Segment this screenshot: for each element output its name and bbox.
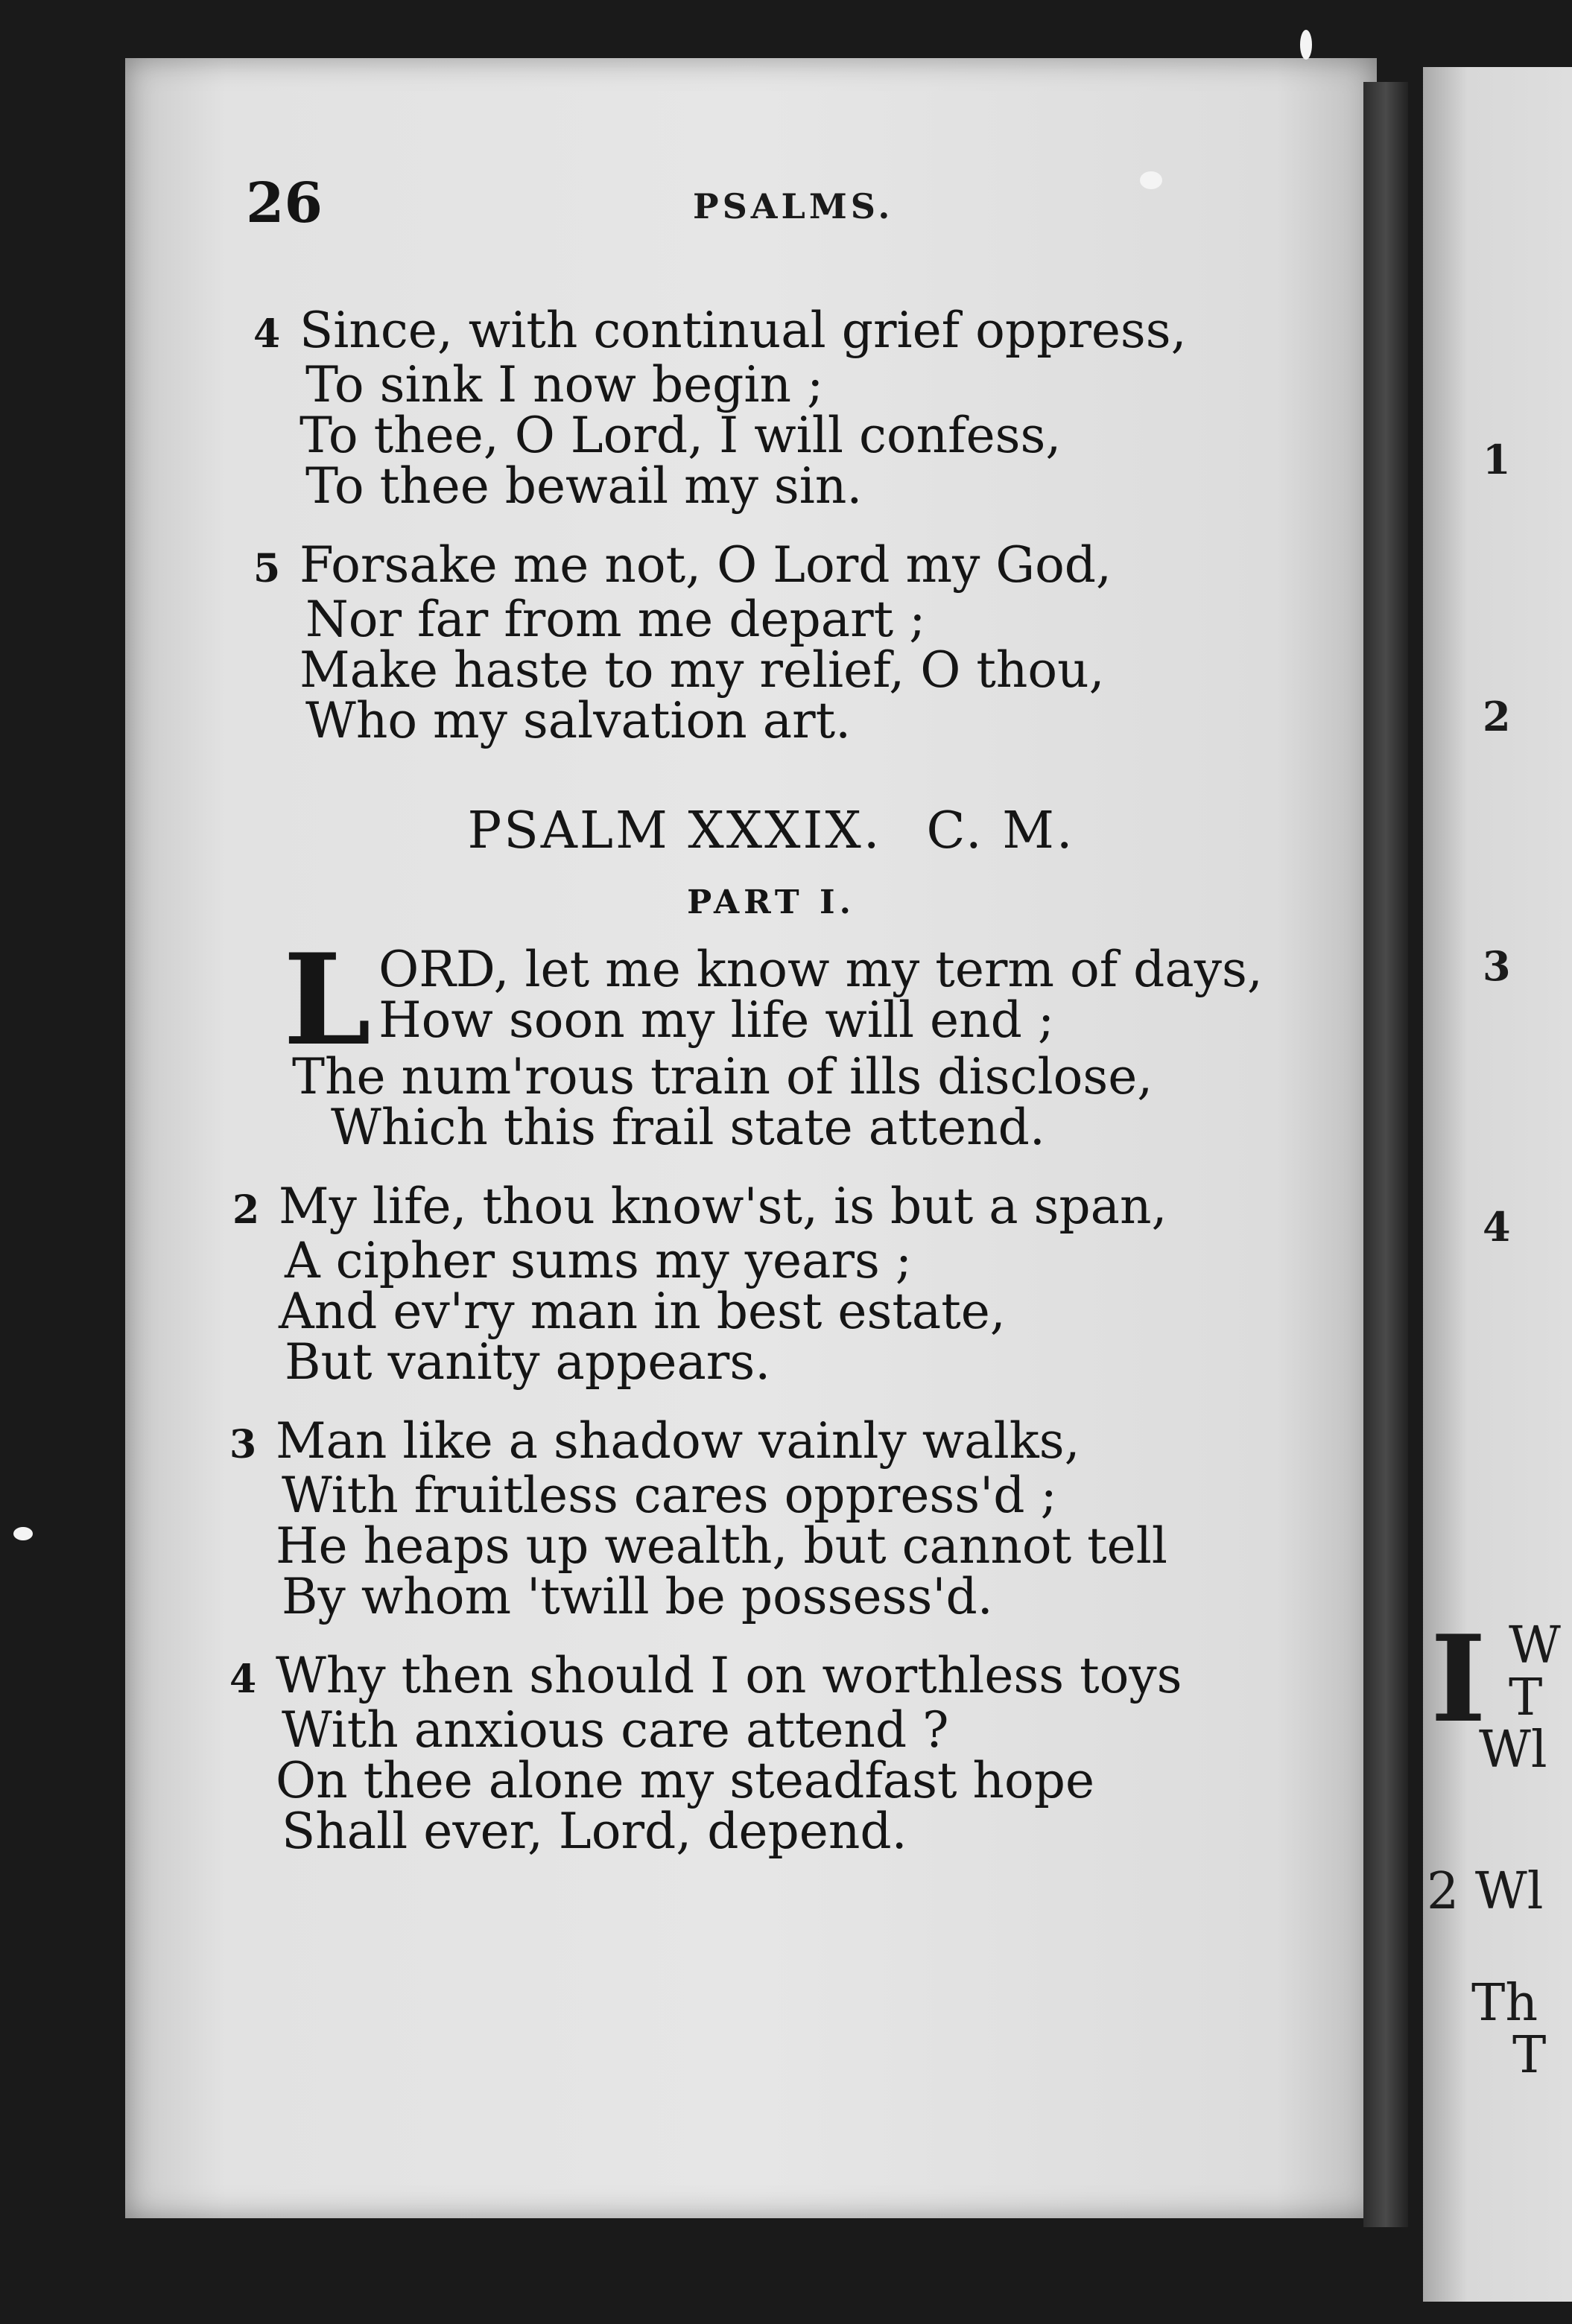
facing-fragment: Th bbox=[1471, 1974, 1538, 2033]
verse-line: Make haste to my relief, O thou, bbox=[299, 641, 1105, 699]
verse-line: By whom 'twill be possess'd. bbox=[282, 1568, 993, 1625]
verse-line: Since, with continual grief oppress, bbox=[299, 302, 1187, 359]
verse-line: With fruitless cares oppress'd ; bbox=[282, 1467, 1057, 1524]
facing-verse-number: 1 bbox=[1483, 436, 1511, 483]
verse-line: Man like a shadow vainly walks, bbox=[276, 1412, 1080, 1470]
page-header bbox=[246, 171, 1214, 238]
verse-line: The num'rous train of ills disclose, bbox=[292, 1048, 1153, 1105]
verse-line: A cipher sums my years ; bbox=[285, 1232, 913, 1289]
verse-line: On thee alone my steadfast hope bbox=[276, 1752, 1095, 1809]
verse-number: 4 bbox=[229, 1657, 257, 1702]
stanza-3 bbox=[229, 1412, 1244, 1625]
stanza-4 bbox=[253, 302, 1244, 515]
verse-number: 2 bbox=[232, 1187, 260, 1233]
facing-verse-number: 3 bbox=[1483, 942, 1511, 990]
verse-line-wrap bbox=[229, 1752, 1244, 1809]
verse-line: To thee bewail my sin. bbox=[305, 457, 863, 515]
facing-page bbox=[1423, 67, 1572, 2302]
verse-number: 5 bbox=[253, 546, 281, 591]
facing-fragment: 2 Wl bbox=[1427, 1862, 1544, 1921]
facing-verse-number: 2 bbox=[1483, 693, 1511, 740]
verse-line-wrap bbox=[229, 1517, 1244, 1575]
verse-line-wrap bbox=[253, 641, 1244, 699]
facing-fragment: T bbox=[1509, 1669, 1543, 1727]
verse-line: With anxious care attend ? bbox=[282, 1701, 949, 1759]
running-head: PSALMS. bbox=[693, 186, 894, 226]
verse-line-wrap bbox=[253, 1048, 1244, 1105]
stanza-line bbox=[253, 302, 1244, 360]
verse-line: He heaps up wealth, but cannot tell bbox=[276, 1517, 1167, 1575]
psalm-title-text: PSALM XXXIX. bbox=[467, 801, 882, 860]
verse-number: 3 bbox=[229, 1422, 257, 1467]
stanza-2 bbox=[232, 1178, 1244, 1391]
stanza-5 bbox=[253, 536, 1244, 749]
verse-line-wrap bbox=[232, 1283, 1244, 1340]
drop-cap: L bbox=[283, 926, 372, 1073]
verse-line: Nor far from me depart ; bbox=[305, 591, 926, 648]
verse-line: And ev'ry man in best estate, bbox=[279, 1283, 1006, 1340]
psalm-meter: C. M. bbox=[926, 801, 1075, 860]
scan-speck bbox=[1300, 30, 1312, 60]
verse-line: But vanity appears. bbox=[285, 1333, 771, 1391]
facing-fragment: Wl bbox=[1479, 1721, 1547, 1779]
page-number: 26 bbox=[246, 171, 323, 235]
facing-fragment: W bbox=[1509, 1616, 1561, 1675]
verse-line: To sink I now begin ; bbox=[305, 356, 824, 413]
part-title: PART I. bbox=[687, 883, 855, 921]
verse-line: How soon my life will end ; bbox=[378, 991, 1055, 1049]
verse-line: My life, thou know'st, is but a span, bbox=[279, 1178, 1167, 1235]
verse-line-wrap bbox=[253, 407, 1244, 464]
verse-line: Which this frail state attend. bbox=[331, 1099, 1045, 1156]
book-spine bbox=[1363, 82, 1408, 2227]
facing-fragment: T bbox=[1512, 2026, 1547, 2085]
stanza-4b bbox=[229, 1647, 1244, 1860]
stanza-line bbox=[232, 1178, 1244, 1236]
scan-speck bbox=[13, 1527, 33, 1540]
stanza-line bbox=[253, 536, 1244, 594]
verse-line: To thee, O Lord, I will confess, bbox=[299, 407, 1062, 464]
verse-line: Shall ever, Lord, depend. bbox=[282, 1803, 907, 1860]
verse-line: ORD, let me know my term of days, bbox=[378, 941, 1263, 998]
verse-line: Why then should I on worthless toys bbox=[276, 1647, 1182, 1704]
stanza-line bbox=[229, 1412, 1244, 1470]
facing-verse-number: 4 bbox=[1483, 1203, 1511, 1251]
page-text bbox=[229, 302, 1263, 1885]
verse-number: 4 bbox=[253, 311, 281, 357]
verse-line: Who my salvation art. bbox=[305, 692, 852, 749]
psalm-title bbox=[253, 801, 1244, 860]
verse-line: Forsake me not, O Lord my God, bbox=[299, 536, 1112, 594]
stanza-1 bbox=[253, 926, 1263, 1156]
facing-drop-cap: I bbox=[1430, 1609, 1486, 1749]
stanza-line bbox=[229, 1647, 1244, 1705]
